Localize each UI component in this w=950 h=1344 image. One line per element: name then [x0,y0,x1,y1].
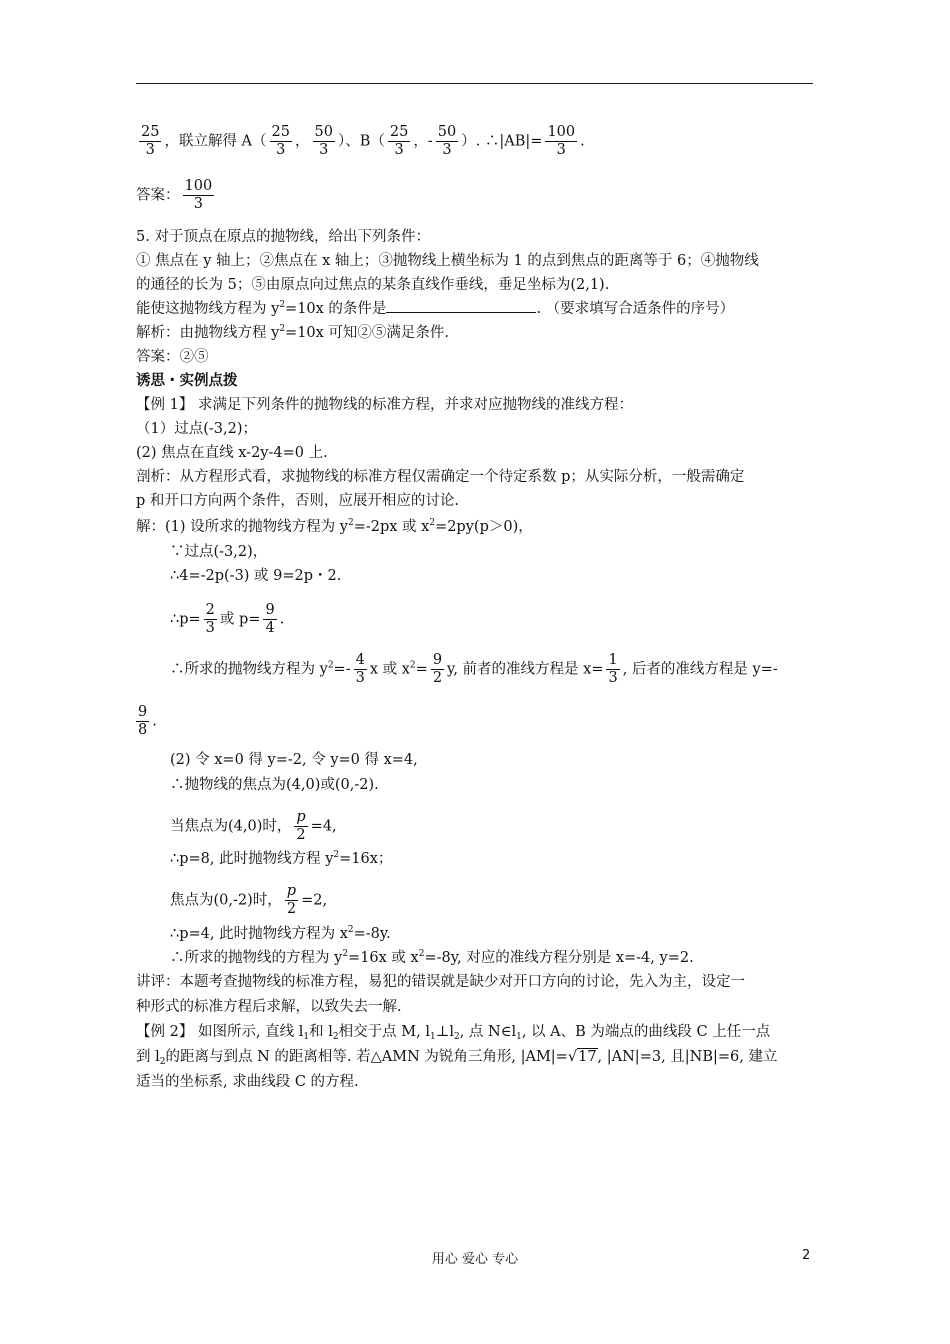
fraction: $\frac{25}{3}$ [271,124,290,158]
text-line: ∴所求的抛物线的方程为 $y^2=16x$ 或 $x^2=-8y$, 对应的准线方程分别是 x=-4, y=2. [170,949,694,966]
text-line: 适当的坐标系, 求曲线段 C 的方程. [136,1074,359,1090]
text-line: ∴p= $\frac{2}{3}$ 或 p= $\frac{9}{4}$ . [170,602,285,636]
text-line: (2) 焦点在直线 x-2y-4=0 上. [136,445,328,461]
text-line: p 和开口方向两个条件，否则，应展开相应的讨论. [136,493,459,509]
fraction: $\frac{50}{3}$ [437,124,457,158]
page-number: 2 [802,1248,811,1263]
answer-line: 答案： $\frac{100}{3}$ [136,178,213,212]
fraction: $\frac{100}{3}$ [184,178,213,212]
fraction: $\frac{2}{3}$ [205,602,215,636]
answer-blank [386,300,536,313]
fraction: $\frac{9}{2}$ [432,652,443,686]
text-line: $\frac{9}{8}$ . [138,704,157,738]
text-line: ① 焦点在 y 轴上；②焦点在 x 轴上；③抛物线上横坐标为 1 的点到焦点的距离等于 6；④抛物线 [136,253,759,269]
example-1-title: 【例 1】 求满足下列条件的抛物线的标准方程，并求对应抛物线的准线方程： [136,397,633,413]
analysis-line: 解析：由抛物线方程 $y^2=10x$ 可知②⑤满足条件. [136,324,450,341]
text-line: 到 $l_2$的距离与到点 N 的距离相等. 若△AMN 为锐角三角形, |AM|=√17, |AN|=3, 且|NB|=6, 建立 [136,1049,778,1067]
text-line: ∴4=-2p(-3) 或 9=2p・2. [170,568,342,584]
header-rule [136,83,813,84]
example-2-title: 【例 2】 如图所示, 直线 $l_1$和 $l_2$相交于点 M, $l_1\perp l_2$, 点 $N\in l_1$, 以 A、B 为端点的曲线段 C 上任一点 [136,1024,771,1042]
fraction: $\frac{p}{2}$ [286,883,297,917]
text-line: （1）过点(-3,2)； [136,421,257,437]
fraction: $\frac{p}{2}$ [296,809,306,843]
fraction: $\frac{25}{3}$ [141,124,160,158]
fraction: $\frac{100}{3}$ [547,124,576,158]
text-line: 的通径的长为 5；⑤由原点向过焦点的某条直线作垂线，垂足坐标为(2,1). [136,277,610,293]
text-line: 剖析：从方程形式看，求抛物线的标准方程仅需确定一个待定系数 p；从实际分析，一般需确定 [136,469,745,485]
text-line: $\frac{25}{3}$ ，联立解得 A（ $\frac{25}{3}$ ， $\frac{50}{3}$ ）、B（ $\frac{25}{3}$ ，- $\frac{50}{3}$ ）. ∴|AB|= $\frac{100}{3}$ . [141,124,585,158]
commentary-line: 讲评：本题考查抛物线的标准方程，易犯的错误就是缺少对开口方向的讨论，先入为主，设定一 [136,974,745,990]
text-line: ∵过点(-3,2)， [170,544,268,560]
question-5: 5. 对于顶点在原点的抛物线，给出下列条件： [136,229,430,245]
text-line: 能使这抛物线方程为 $y^2=10x$ 的条件是 . （要求填写合适条件的序号） [136,300,735,317]
text-line: ∴p=4, 此时抛物线方程为 $x^2=-8y$. [170,925,391,942]
fraction: $\frac{50}{3}$ [314,124,333,158]
footer-text: 用心 爱心 专心 [431,1252,519,1267]
fraction: $\frac{1}{3}$ [608,652,618,686]
section-heading: 诱思・实例点拨 [136,373,238,389]
fraction: $\frac{4}{3}$ [355,652,365,686]
text-line: ∴p=8, 此时抛物线方程 $y^2=16x$； [170,850,393,867]
fraction: $\frac{25}{3}$ [389,124,409,158]
fraction: $\frac{9}{8}$ [138,704,148,738]
solution-line: 解：(1) 设所求的抛物线方程为 $y^2=-2px$ 或 $x^2=2py(p>0)$， [136,518,533,535]
text-line: ∴所求的抛物线方程为 $y^2=-$ $\frac{4}{3}$ x 或 $x^2=$ $\frac{9}{2}$ y, 前者的准线方程是 x= $\frac{1}{3}$ , 后者的准线方程是 y=- [170,652,778,686]
fraction: $\frac{9}{4}$ [265,602,275,636]
text-line: 当焦点为(4,0)时， $\frac{p}{2}$ =4, [170,809,337,843]
text-line: (2) 令 x=0 得 y=-2, 令 y=0 得 x=4, [170,752,418,768]
text-line: ∴抛物线的焦点为(4,0)或(0,-2). [170,777,379,793]
answer-line: 答案：②⑤ [136,349,209,365]
text-line: 种形式的标准方程后求解，以致失去一解. [136,999,402,1015]
sqrt-expression: √17 [567,1049,597,1065]
text-line: 焦点为(0,-2)时， $\frac{p}{2}$ =2, [170,883,328,917]
